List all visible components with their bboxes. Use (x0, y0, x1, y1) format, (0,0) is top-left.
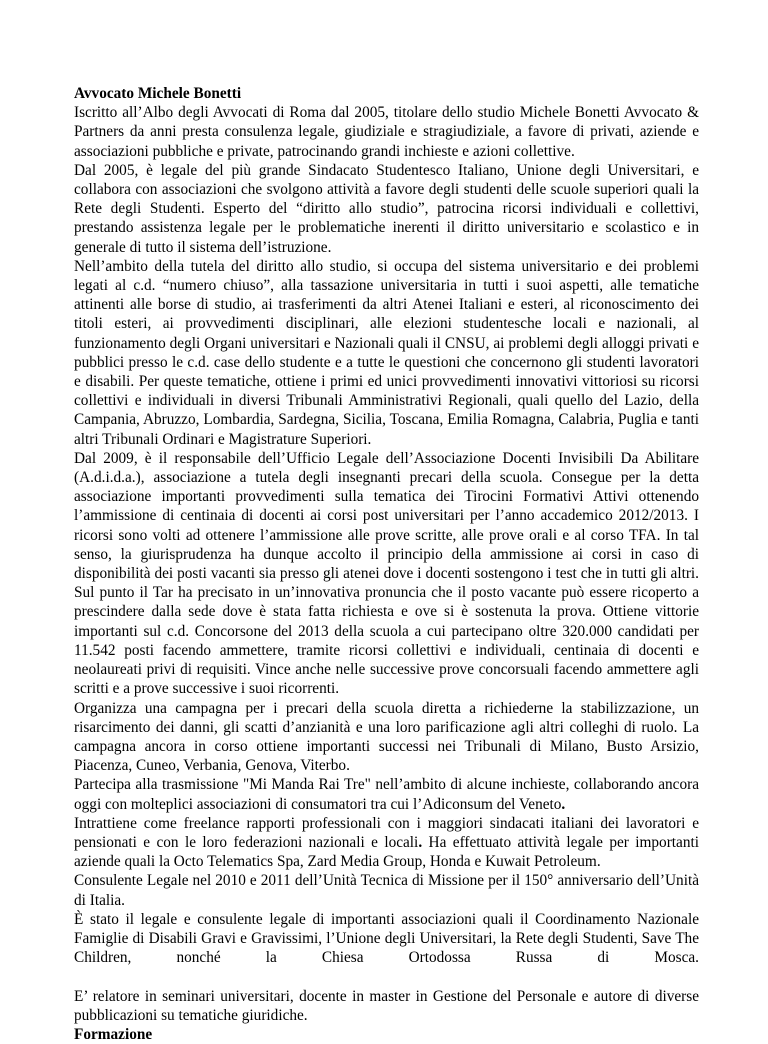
paragraph-sindacato: Dal 2005, è legale del più grande Sindacato Studentesco Italiano, Unione degli Universitari, e collabora con associazioni che svolgono attività a favore degli studenti delle scuole superiori quali la Rete degli Studenti. Esperto del “diritto allo studio”, patrocina ricorsi individuali e collettivi, prestando assistenza legale per le problematiche inerenti il diritto universitario e scolastico e in generale di tutto il sistema dell’istruzione. (74, 161, 699, 256)
paragraph-legale: È stato il legale e consulente legale di importanti associazioni quali il Coordinamento Nazionale Famiglie di Disabili Gravi e Gravissimi, l’Unione degli Universitari, la Rete degli Studenti, Save The Children, nonché la Chiesa Ortodossa Russa di Mosca. (74, 910, 699, 967)
paragraph-consulente: Consulente Legale nel 2010 e 2011 dell’Unità Tecnica di Missione per il 150° anniversario dell’Unità di Italia. (74, 872, 699, 909)
paragraph-albo: Iscritto all’Albo degli Avvocati di Roma dal 2005, titolare dello studio Michele Bonetti Avvocato & Partners da anni presta consulenza legale, giudiziale e stragiudiziale, a favore di privati, aziende e associazioni pubbliche e private, patrocinando grandi inchieste e azioni collettive. (74, 104, 699, 160)
document-page (74, 84, 699, 1044)
paragraph-freelance-a: Intrattiene come freelance rapporti professionali con i maggiori sindacati italiani dei lavoratori e pensionati e con le loro federazioni nazionali e locali (74, 814, 699, 851)
paragraph-rai-text: Partecipa alla trasmissione "Mi Manda Rai Tre" nell’ambito di alcune inchieste, collaborando ancora oggi con molteplici associazioni di consumatori tra cui l’Adiconsum del Veneto (74, 776, 699, 813)
section-heading-formazione: Formazione (74, 1025, 153, 1043)
paragraph-freelance (74, 814, 699, 872)
paragraph-diritto-studio: Nell’ambito della tutela del diritto allo studio, si occupa del sistema universitario e dei problemi legati al c.d. “numero chiuso”, alla tassazione universitaria in tutti i suoi aspetti, alle tematiche attinenti alle borse di studio, ai trasferimenti da altri Atenei Italiani e esteri, al riconoscimento dei titoli esteri, ai provvedimenti disciplinari, alle elezioni studentesche locali e nazionali, al funzionamento degli Organi universitari e Nazionali quali il CNSU, ai problemi degli alloggi privati e pubblici presso le c.d. case dello studente e a tutte le questioni che concernono gli studenti lavoratori e disabili. Per queste tematiche, ottiene i primi ed unici provvedimenti innovativi vittoriosi su ricorsi collettivi e individuali in diversi Tribunali Amministrativi Regionali, quali quello del Lazio, della Campania, Abruzzo, Lombardia, Sardegna, Sicilia, Toscana, Emilia Romagna, Calabria, Puglia e tanti altri Tribunali Ordinari e Magistrature Superiori. (74, 257, 699, 448)
paragraph-freelance-b: Ha effettuato attività legale per importanti aziende quali la Octo Telematics Spa, Zard Media Group, Honda e Kuwait Petroleum. (74, 833, 699, 871)
author-name: Avvocato Michele Bonetti (74, 85, 242, 102)
paragraph-campagna-precari: Organizza una campagna per i precari della scuola diretta a richiederne la stabilizzazione, un risarcimento dei danni, gli scatti d’anzianità e una loro parificazione agli altri colleghi di ruolo. La campagna ancora in corso ottiene importanti successi nei Tribunali di Milano, Busto Arsizio, Piacenza, Cuneo, Verbania, Genova, Viterbo. (74, 699, 699, 775)
paragraph-rai (74, 775, 699, 813)
paragraph-spacer (74, 967, 699, 986)
paragraph-relatore: E’ relatore in seminari universitari, docente in master in Gestione del Personale e autore di diverse pubblicazioni su tematiche giuridiche. (74, 987, 699, 1024)
paragraph-freelance-dot: . (418, 833, 423, 851)
paragraph-rai-end: . (561, 795, 566, 813)
paragraph-adida: Dal 2009, è il responsabile dell’Ufficio Legale dell’Associazione Docenti Invisibili Da Abilitare (A.d.i.d.a.), associazione a tutela degli insegnanti precari della scuola. Consegue per la detta associazione importanti provvedimenti sulla tematica dei Tirocini Formativi Attivi ottenendo l’ammissione di centinaia di docenti ai corsi post universitari per l’anno accademico 2012/2013. I ricorsi sono volti ad ottenere l’ammissione alle prove scritte, alle prove orali e al corso TFA. In tal senso, la giurisprudenza ha dunque accolto il principio della ammissione ai corsi in caso di disponibilità dei posti vacanti sia presso gli atenei dove i docenti sostengono i test che in tutti gli altri. Sul punto il Tar ha precisato in un’innovativa pronuncia che il posto vacante può essere ricoperto a prescindere dalla sede dove è stata fatta richiesta e ove si è sostenuta la prova. Ottiene vittorie importanti sul c.d. Concorsone del 2013 della scuola a cui partecipano oltre 320.000 candidati per 11.542 posti facendo ammettere, tramite ricorsi collettivi e individuali, centinaia di docenti e neolaureati privi di requisiti. Vince anche nelle successive prove concorsuali facendo ammettere agli scritti e a prove successive i suoi ricorrenti. (74, 449, 699, 698)
